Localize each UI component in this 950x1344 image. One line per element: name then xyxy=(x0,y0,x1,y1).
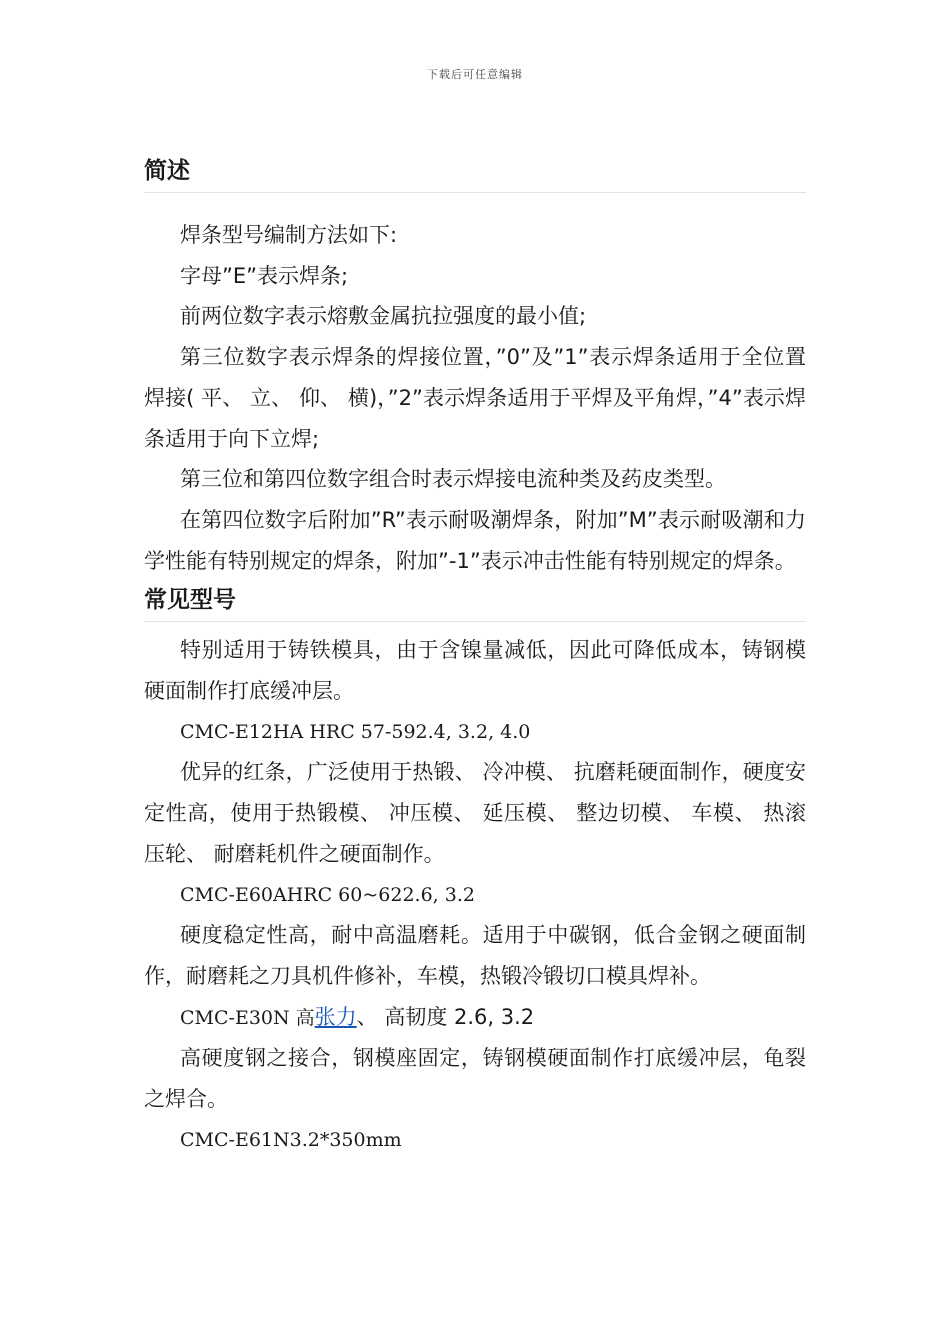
paragraph: 焊条型号编制方法如下: xyxy=(180,223,398,247)
tensile-link[interactable]: 张力 xyxy=(314,1004,357,1029)
model-code-line xyxy=(144,997,806,1039)
paragraph: 高硬度钢之接合，钢模座固定，铸钢模硬面制作打底缓冲层，龟裂之焊合。 xyxy=(144,1046,806,1112)
paragraph: 硬度稳定性高，耐中高温磨耗。适用于中碳钢，低合金钢之硬面制作，耐磨耗之刀具机件修补，车模，热锻冷锻切口模具焊补。 xyxy=(144,923,806,988)
document-body xyxy=(144,152,806,1160)
model-code: CMC-E60AHRC 60~622.6, 3.2 xyxy=(180,883,475,906)
paragraph: 特别适用于铸铁模具，由于含镍量减低，因此可降低成本，铸钢模硬面制作打底缓冲层。 xyxy=(144,638,806,704)
paragraph: 优异的红条，广泛使用于热锻、 冷冲模、 抗磨耗硬面制作，硬度安定性高，使用于热锻模、 冲压模、 延压模、 整边切模、 车模、 热滚压轮、 耐磨耗机件之硬面制作。 xyxy=(144,760,806,866)
page-header: 下载后可任意编辑 xyxy=(427,68,523,81)
paragraph: 第三位数字表示焊条的焊接位置，”0”及”1”表示焊条适用于全位置焊接( 平、 立、 仰、 横)，”2”表示焊条适用于平焊及平角焊，”4”表示焊条适用于向下立焊; xyxy=(144,345,806,451)
section-title-common-models: 常见型号 xyxy=(144,581,806,622)
model-spec: 、 高韧度 2.6, 3.2 xyxy=(356,1004,535,1029)
section-title-overview: 简述 xyxy=(144,152,806,193)
paragraph: 第三位和第四位数字组合时表示焊接电流种类及药皮类型。 xyxy=(180,467,726,492)
model-code: CMC-E30N 高 xyxy=(180,1006,315,1029)
paragraph: 前两位数字表示熔敷金属抗拉强度的最小值; xyxy=(180,304,587,329)
model-code: CMC-E61N3.2*350mm xyxy=(180,1128,402,1151)
paragraph: 字母”E”表示焊条; xyxy=(180,263,349,288)
model-code: CMC-E12HA HRC 57-592.4, 3.2, 4.0 xyxy=(180,720,531,743)
paragraph: 在第四位数字后附加”R”表示耐吸潮焊条，附加”M”表示耐吸潮和力学性能有特别规定的焊条，附加”-1”表示冲击性能有特别规定的焊条。 xyxy=(144,507,806,573)
